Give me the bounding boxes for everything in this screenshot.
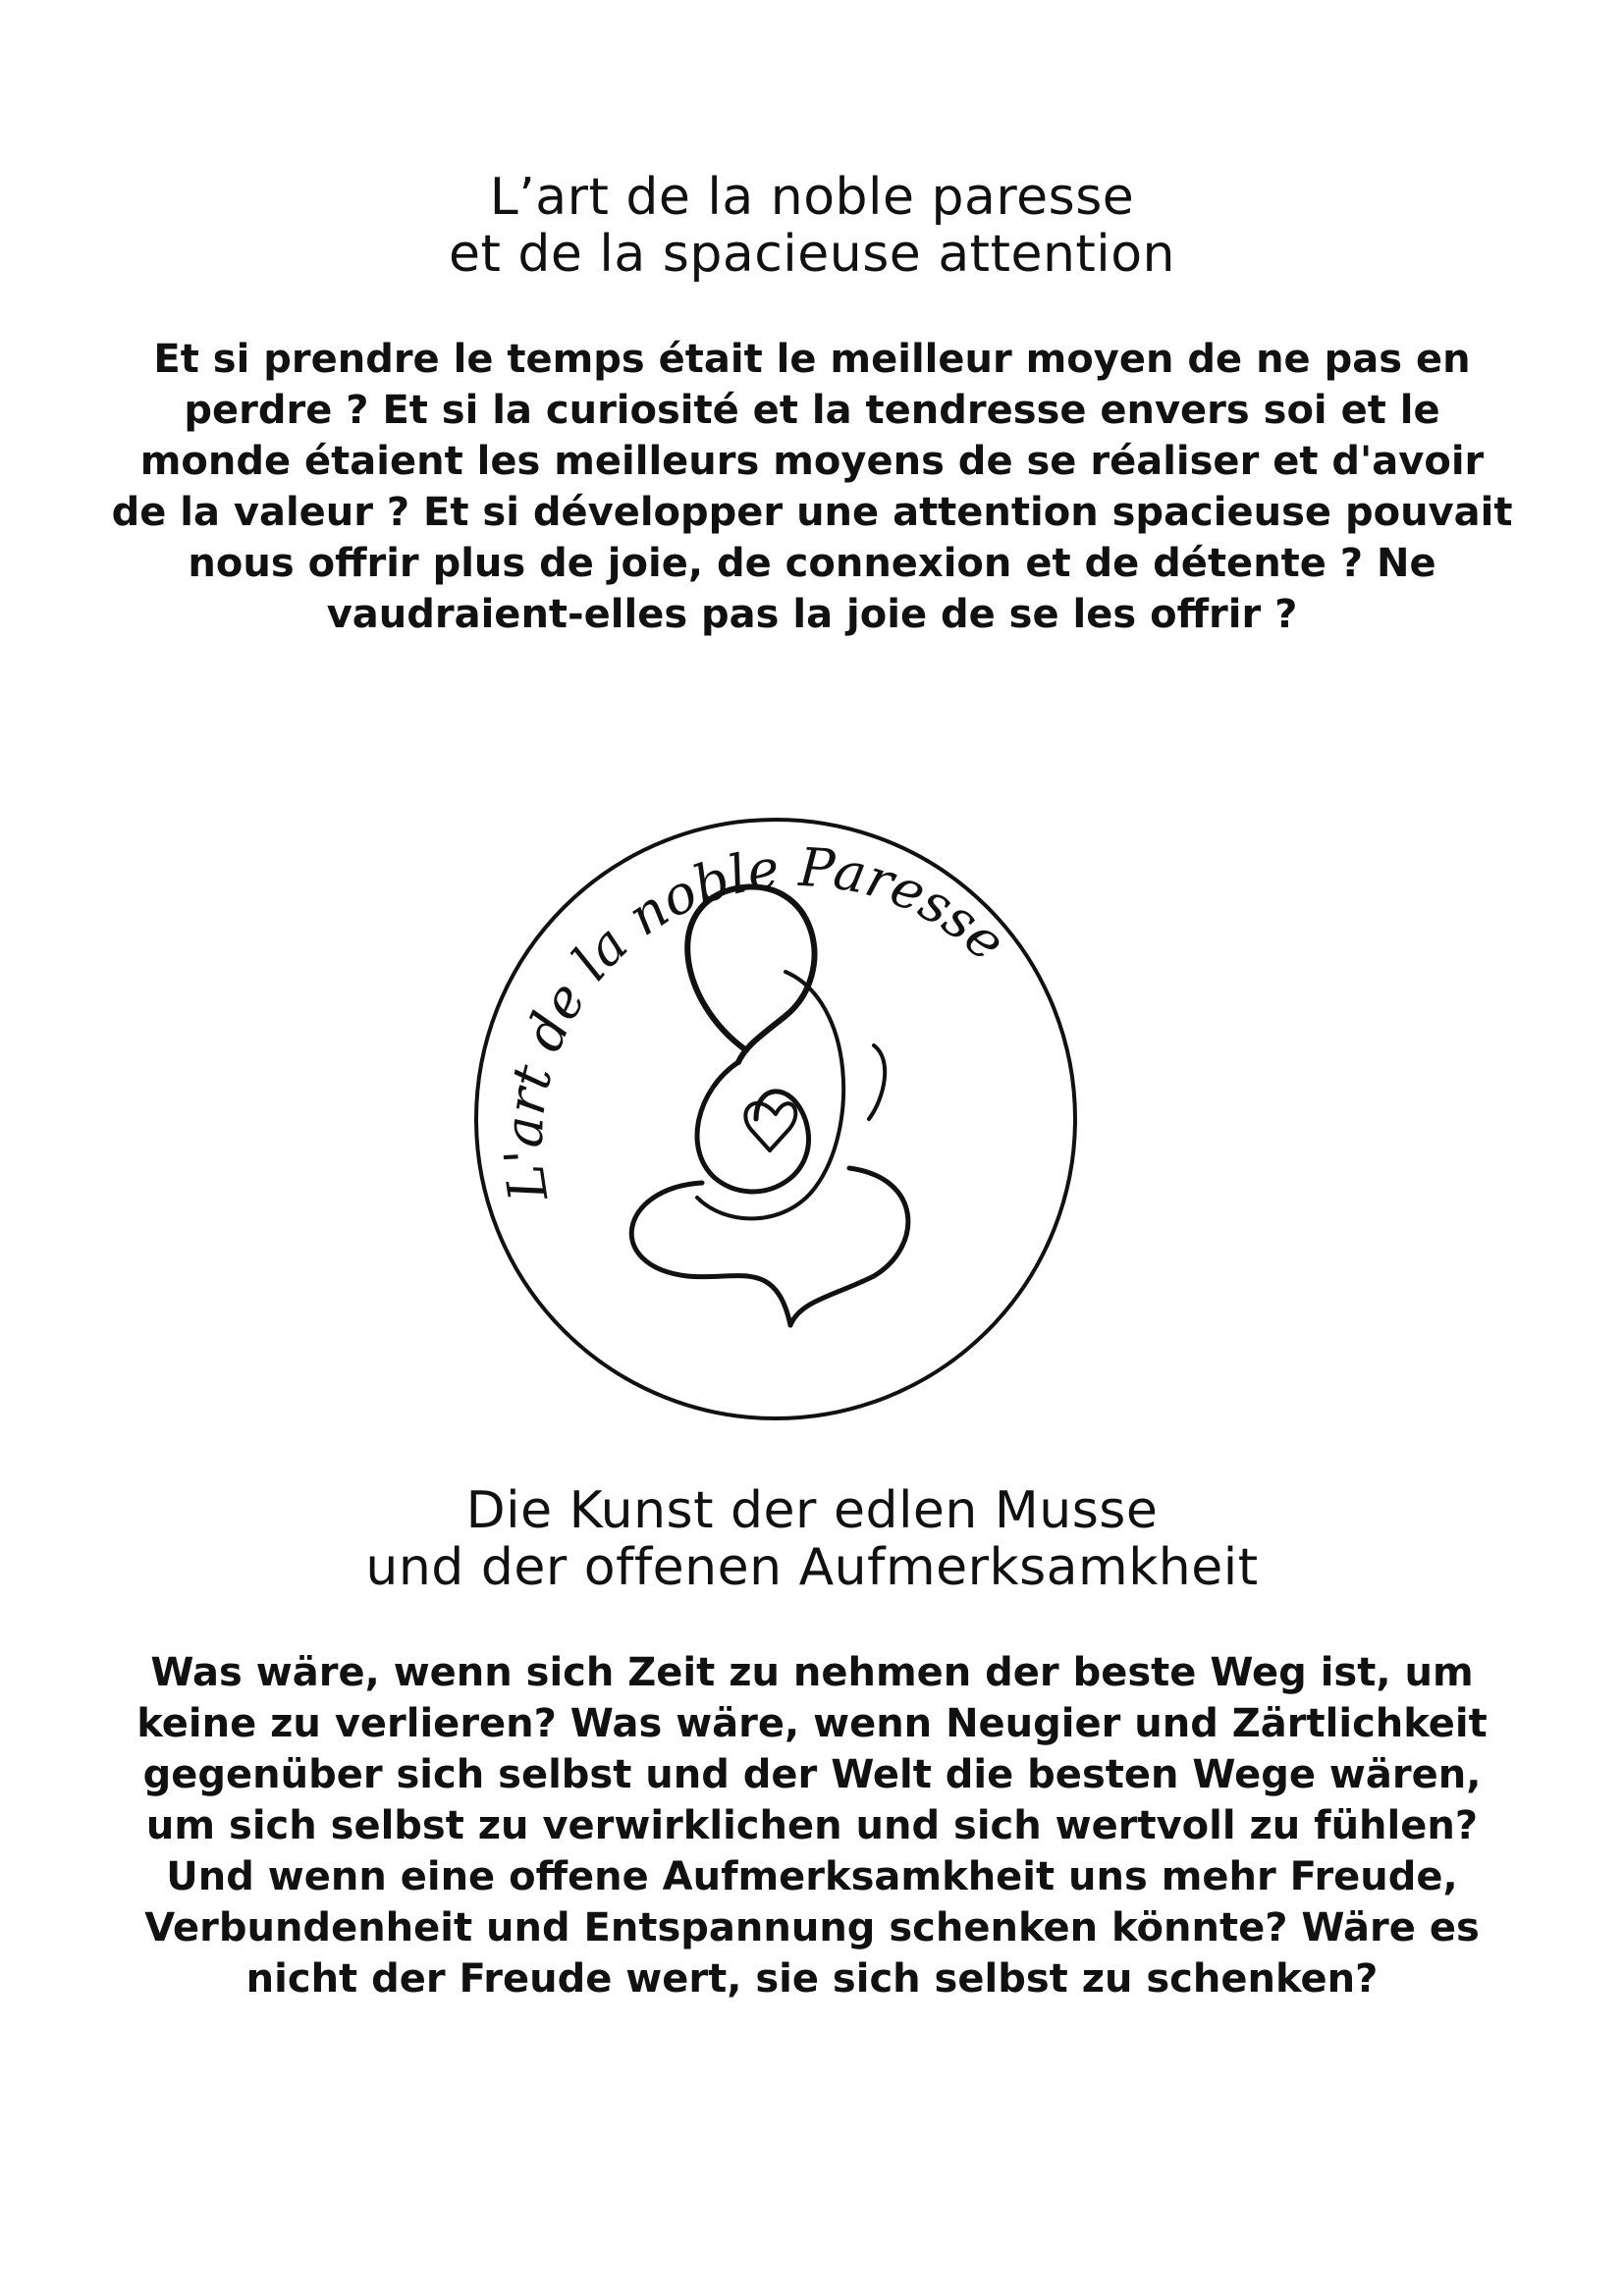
german-title <box>0 1482 1624 1596</box>
german-title-line-2: und der offenen Aufmerksamkheit <box>365 1538 1259 1597</box>
logo-text <box>493 836 1018 1206</box>
logo-seal <box>461 805 1090 1433</box>
logo-circle <box>476 820 1075 1418</box>
french-paragraph: Et si prendre le temps était le meilleur moyen de ne pas en perdre ? Et si la curiosité et la tendresse envers soi et le monde étaient les meilleurs moyens de se réaliser et d'avoir de la valeur ? Et si développer une attention spacieuse pouvait nous offrir plus de joie, de connexion et de détente ? Ne vaudraient-elles pas la joie de se les offrir ? <box>111 337 1513 637</box>
french-title-line-1: L’art de la noble paresse <box>489 168 1135 227</box>
german-title-line-1: Die Kunst der edlen Musse <box>465 1481 1159 1540</box>
german-paragraph: Was wäre, wenn sich Zeit zu nehmen der beste Weg ist, um keine zu verlieren? Was wäre, wenn Neugier und Zärtlichkeit gegenüber sich selbst und der Welt die besten Wege wären, um sich selbst zu verwirklichen und sich wertvoll zu fühlen? Und wenn eine offene Aufmerksamkheit uns mehr Freude, Verbundenheit und Entspannung schenken könnte? Wäre es nicht der Freude wert, sie sich selbst zu schenken? <box>136 1650 1488 2002</box>
logo-text-path: L'art de la noble Paresse <box>492 835 1018 1205</box>
french-title-line-2: et de la spacieuse attention <box>448 225 1176 284</box>
heart-figure-icon <box>631 886 908 1325</box>
french-title <box>0 169 1624 283</box>
